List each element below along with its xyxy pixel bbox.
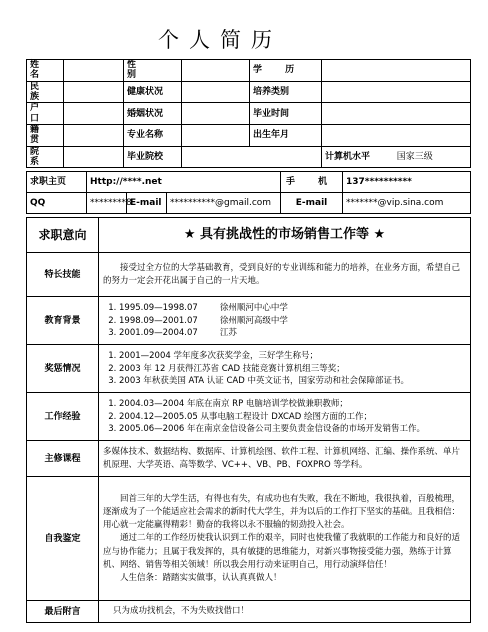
major-label: 专业名称: [124, 125, 182, 147]
self-evaluation-motto: 人生信条：踏踏实实做事，认认真真做人！: [120, 572, 282, 583]
list-item: 3. 2005.06—2006 年在南京金信设备公司主要负责金信设备的市场开发销售工作。: [119, 423, 466, 436]
department-value: [64, 146, 124, 168]
hukou-label: 户 口: [27, 103, 64, 125]
ethnicity-value: [64, 81, 124, 103]
major-value: [182, 125, 250, 147]
courses-text: 多媒体技术、数据结构、数据库、计算机绘图、软件工程、计算机网络、汇编、操作系统、单片机原理、大学英语、高等数学、VC++、VB、PB、FOXPRO 等学科。: [99, 441, 471, 477]
list-item: 1. 2001—2004 学年度多次获奖学金，三好学生称号；: [119, 350, 466, 363]
self-evaluation-text: [99, 477, 471, 601]
birth-value: [322, 125, 471, 147]
list-item: 2. 2004.12—2005.05 从事电脑工程设计 DXCAD 绘图方面的工作；: [119, 411, 466, 424]
gender-label: 性 别: [124, 60, 182, 82]
skills-paragraph: 接受过全方位的大学基础教育，受到良好的专业训练和能力的培养，在业务方面，希望自己的努力一定会开花出属于自己的一片天地。: [103, 262, 461, 286]
education-level-label: 学 历: [250, 60, 322, 82]
education-label: 教育背景: [27, 297, 99, 345]
sections-table: [26, 217, 471, 623]
education-list: [99, 297, 471, 345]
email2-value: *******@vip.sina.com: [343, 193, 471, 214]
name-value: [64, 60, 124, 82]
hukou-value: [64, 103, 124, 125]
basic-info-table: [26, 59, 471, 168]
health-value: [182, 81, 250, 103]
education-level-value: [322, 60, 471, 82]
qq-value: ********8: [87, 193, 127, 214]
homepage-label: 求职主页: [27, 172, 87, 193]
marital-label: 婚姻状况: [124, 103, 182, 125]
self-evaluation-paragraph-2: 通过二年的工作经历使我认识到工作的艰辛，同时也使我懂了我就职的工作能力和良好的适应与协作能力；且属于我发挥的，具有敏捷的思维能力，对新兴事物接受能力强，熟练于计算机、网络、销售等相关领域！所以我会用行动来证明自己，用行动演绎信任！: [103, 533, 461, 570]
list-item: 3. 2001.09—2004.07 江苏: [119, 327, 466, 340]
self-evaluation-paragraph-1: 回首三年的大学生活，有得也有失，有成功也有失败，我在不断地，我很执着，百般梳理，逐渐成为了一个能适应社会需求的新时代大学生，并为以后的工作打下坚实的基础。且我相信：用心就一定能赢得精彩！勤奋的我将以永不服输的韧劲投入社会。: [103, 493, 461, 531]
skills-text: [99, 253, 471, 297]
awards-label: 奖惩情况: [27, 345, 99, 393]
contact-table: [26, 171, 471, 214]
school-value: [182, 146, 322, 168]
birth-label: 出生年月: [250, 125, 322, 147]
self-evaluation-label: 自我鉴定: [27, 477, 99, 601]
list-item: 1. 2004.03—2004 年底在南京 RP 电脑培训学校做兼职教师；: [119, 398, 466, 411]
native-value: [64, 125, 124, 147]
list-item: 2. 1998.09—2001.07 徐州顺河高级中学: [119, 315, 466, 328]
work-label: 工作经验: [27, 393, 99, 441]
intent-value: ★ 具有挑战性的市场销售工作等 ★: [99, 218, 471, 253]
qq-label: QQ: [27, 193, 87, 214]
phone-value: 137**********: [343, 172, 471, 193]
resume-sheet: [26, 59, 470, 623]
computer-level-label: 计算机水平: [322, 146, 360, 168]
work-list: [99, 393, 471, 441]
computer-level-value: 国家三级: [360, 146, 471, 168]
list-item: 2. 2003 年 12 月获得江苏省 CAD 技能竞赛计算机组三等奖；: [119, 363, 466, 376]
phone-label: 手 机: [281, 172, 343, 193]
health-label: 健康状况: [124, 81, 182, 103]
list-item: 1. 1995.09—1998.07 徐州顺河中心中学: [119, 302, 466, 315]
email2-label: E-mail: [281, 193, 343, 214]
training-type-label: 培养类别: [250, 81, 322, 103]
closing-text: 只为成功找机会，不为失败找借口！: [99, 601, 471, 623]
email1-value: **********@gmail.com: [167, 193, 281, 214]
homepage-value: Http://****.net: [87, 172, 281, 193]
gender-value: [182, 60, 250, 82]
school-label: 毕业院校: [124, 146, 182, 168]
awards-list: [99, 345, 471, 393]
ethnicity-label: 民 族: [27, 81, 64, 103]
graduation-label: 毕业时间: [250, 103, 322, 125]
graduation-value: [322, 103, 471, 125]
department-label: 院 系: [27, 146, 64, 168]
resume-title: 个人简历: [158, 28, 282, 52]
list-item: 3. 2003 年秋获美国 ATA 认证 CAD 中英文证书，国家劳动和社会保障部证书。: [119, 375, 466, 388]
native-label: 籍 贯: [27, 125, 64, 147]
email1-label: E-mail: [127, 193, 167, 214]
closing-label: 最后附言: [27, 601, 99, 623]
skills-label: 特长技能: [27, 253, 99, 297]
name-label: 姓 名: [27, 60, 64, 82]
intent-label: 求职意向: [27, 218, 99, 253]
courses-label: 主修课程: [27, 441, 99, 477]
marital-value: [182, 103, 250, 125]
training-type-value: [322, 81, 471, 103]
